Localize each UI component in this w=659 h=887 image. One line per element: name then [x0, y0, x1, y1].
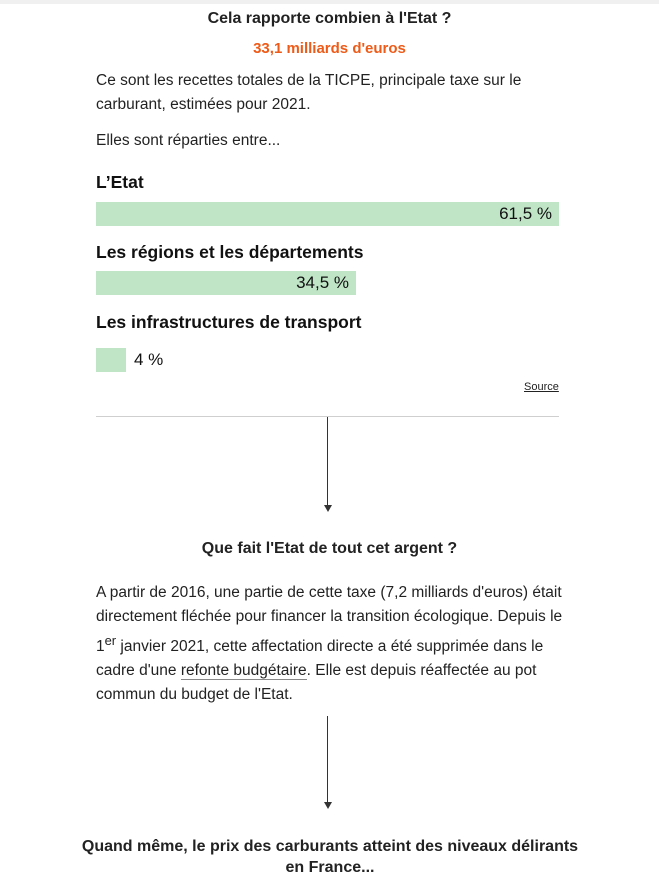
arrow-down-icon — [324, 505, 332, 512]
revenue-amount: 33,1 milliards d'euros — [253, 40, 406, 57]
ordinal-suffix: er — [104, 633, 117, 648]
split-intro: Elles sont réparties entre... — [96, 132, 281, 149]
top-border — [0, 0, 659, 4]
arrow-down-icon — [324, 802, 332, 809]
connector-line-2 — [327, 716, 328, 802]
category-label-regions: Les régions et les départements — [96, 242, 364, 262]
budget-reform-link[interactable]: refonte budgétaire — [180, 662, 307, 680]
usage-text-1: A partir de 2016, une partie de cette taxe (7,2 milliards d'euros) était directement fléchée pour financer la transition écologique. Depuis le 1 — [96, 584, 563, 656]
value-label-etat: 61,5 % — [499, 204, 552, 223]
usage-paragraph — [96, 581, 566, 707]
revenue-description: Ce sont les recettes totales de la TICPE, principale taxe sur le carburant, estimées pour 2021. — [96, 72, 522, 113]
category-label-etat: L’Etat — [96, 172, 144, 192]
bar-etat — [96, 202, 559, 226]
usage-text-3: . Elle est depuis réaffectée au pot commun du budget de l'Etat. — [96, 662, 537, 704]
value-label-infrastructures: 4 % — [134, 350, 164, 369]
question-prices: Quand même, le prix des carburants atteint des niveaux délirants en France... — [81, 838, 579, 876]
question-revenue: Cela rapporte combien à l'Etat ? — [207, 10, 452, 27]
question-usage: Que fait l'Etat de tout cet argent ? — [201, 540, 458, 557]
connector-line-1 — [327, 417, 328, 505]
value-label-regions: 34,5 % — [296, 273, 349, 292]
usage-text-2: janvier 2021, cette affectation directe a été supprimée dans le cadre d'une — [96, 638, 544, 680]
source-link[interactable]: Source — [524, 381, 559, 393]
bar-regions — [96, 271, 356, 295]
bar-infrastructures — [96, 348, 126, 372]
category-label-infrastructures: Les infrastructures de transport — [96, 312, 362, 332]
